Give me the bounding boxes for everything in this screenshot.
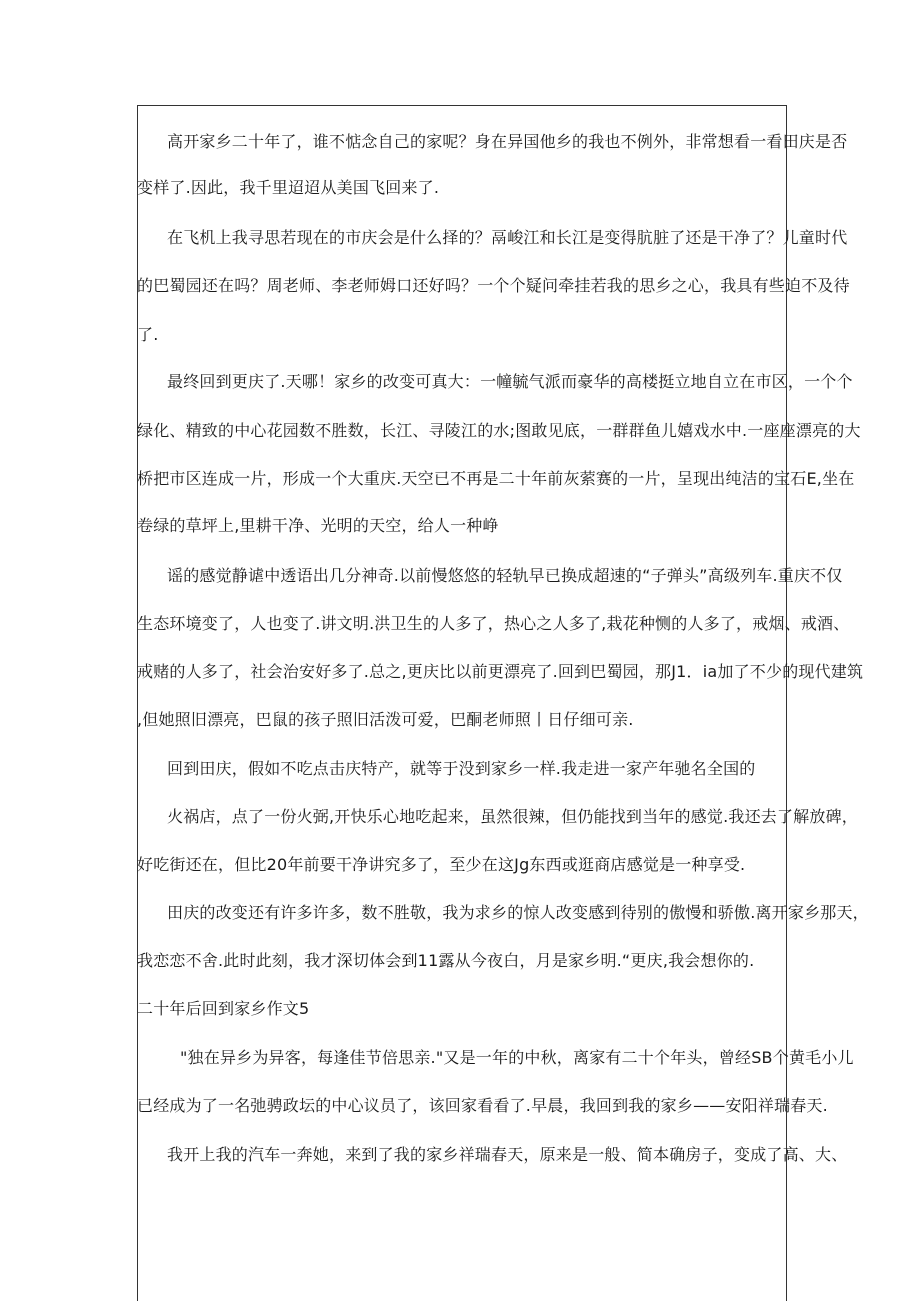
text-line: 好吃街还在，但比20年前要干净讲究多了，至少在这Jg东西或逛商店感觉是一种享受. xyxy=(137,855,746,874)
text-line: 变样了.因此，我千里迢迢从美国飞回来了. xyxy=(137,178,440,197)
text-line: 我开上我的汽车一奔她，来到了我的家乡祥瑞春天，原来是一般、简本确房子，变成了高、大、 xyxy=(167,1145,848,1164)
text-line: 高开家乡二十年了，谁不惦念自己的家呢？身在异国他乡的我也不例外，非常想看一看田庆是否 xyxy=(167,132,848,151)
text-line: 已经成为了一名弛骋政坛的中心议员了，该回家看看了.早晨，我回到我的家乡——安阳祥瑞春天. xyxy=(137,1096,828,1115)
text-line: 最终回到更庆了.天哪！家乡的改变可真大：一幢毓气派而豪华的高楼挺立地自立在市区，一个个 xyxy=(167,372,853,391)
text-line: 的巴蜀园还在吗？周老师、李老师姆口还好吗？一个个疑问牵挂若我的思乡之心，我具有些迫不及待 xyxy=(137,276,850,295)
text-line: 卷绿的草坪上,里耕干净、光明的天空，给人一种峥 xyxy=(137,516,499,535)
text-line: 火祸店，点了一份火弼,开快乐心地吃起来，虽然很辣，但仍能找到当年的感觉.我还去了解放碑， xyxy=(167,807,858,826)
text-line: 桥把市区连成一片，形成一个大重庆.天空已不再是二十年前灰萦赛的一片，呈现出纯洁的宝石E,坐在 xyxy=(137,469,855,488)
text-line: 生态环境变了，人也变了.讲文明.洪卫生的人多了，热心之人多了,栽花种恻的人多了，戒烟、戒酒、 xyxy=(137,614,850,633)
text-line: 回到田庆，假如不吃点击庆特产，就等于没到家乡一样.我走进一家产年驰名全国的 xyxy=(167,759,756,778)
text-line: "独在异乡为异客，每逢佳节倍思亲."又是一年的中秋，离家有二十个年头，曾经SB个黄毛小儿 xyxy=(180,1048,854,1067)
text-line: 谣的感觉静谑中透语出几分神奇.以前慢悠悠的轻轨早已换成超速的“子弹头”高级列车.重庆不仅 xyxy=(167,566,843,585)
text-line: ,但她照旧漂亮，巴鼠的孩子照旧活泼可爱，巴酮老师照丨日仔细可亲. xyxy=(137,710,634,729)
text-line: 绿化、精致的中心花园数不胜数，长江、寻陵江的水;图敢见底，一群群鱼儿嬉戏水中.一座座漂亮的大 xyxy=(137,421,861,440)
text-line: 了. xyxy=(137,325,159,344)
text-line: 田庆的改变还有许多许多，数不胜敬，我为求乡的惊人改变感到待别的傲慢和骄傲.离开家乡那天， xyxy=(167,903,869,922)
text-line: 我恋恋不舍.此时此刻，我才深切体会到11露从今夜白，月是家乡明.“更庆,我会想你的. xyxy=(137,951,755,970)
text-line: 在飞机上我寻思若现在的市庆会是什么择的？鬲峻江和长江是变得肮脏了还是干净了？儿童时代 xyxy=(167,228,848,247)
section-heading: 二十年后回到家乡作文5 xyxy=(137,999,310,1018)
text-line: 戒赌的人多了，社会治安好多了.总之,更庆比以前更漂亮了.回到巴蜀园，那J1．ia加了不少的现代建筑 xyxy=(137,662,864,681)
